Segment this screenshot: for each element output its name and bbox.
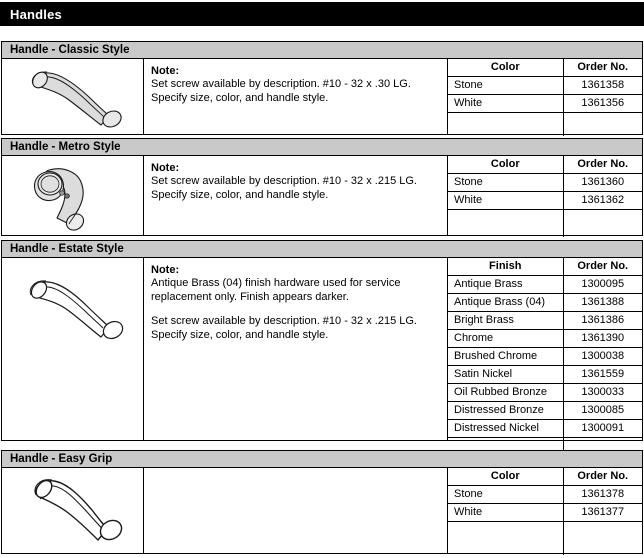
note-line-estate-4: Specify size, color, and handle style. [151,328,329,341]
table-row-empty [448,522,642,555]
cell-order-no: 1361388 [563,294,642,312]
table-row [448,402,642,420]
cell-order-no: 1361559 [563,366,642,384]
cell-order-no: 1361362 [563,192,642,210]
cell-empty [448,210,563,237]
table-row-empty [448,210,642,237]
cell-order-no: 1361378 [563,486,642,504]
column-header-order-no: Order No. [563,59,642,77]
table-row [448,384,642,402]
image-cell-metro [2,156,144,235]
cell-finish: Distressed Bronze [448,402,563,420]
cell-empty [448,522,563,555]
cell-empty [448,438,563,451]
note-label-estate: Note: [151,264,180,276]
table-row [448,486,642,504]
note-line-estate-2: replacement only. Finish appears darker. [151,290,349,303]
cell-order-no: 1361390 [563,330,642,348]
cell-order-no: 1300095 [563,276,642,294]
column-header-order-no: Order No. [563,258,642,276]
spec-table-estate [448,258,642,451]
cell-order-no: 1300038 [563,348,642,366]
section-body-metro [2,156,642,235]
section-body-estate [2,258,642,440]
note-line-estate-1: Antique Brass (04) finish hardware used for service [151,277,401,289]
cell-order-no: 1300085 [563,402,642,420]
table-row [448,294,642,312]
table-row [448,330,642,348]
section-title-classic: Handle - Classic Style [10,44,130,56]
section-handle-easy-grip [1,450,643,554]
cell-finish: Oil Rubbed Bronze [448,384,563,402]
column-header-order-no: Order No. [563,156,642,174]
table-header-row [448,468,642,486]
cell-color: Stone [448,486,563,504]
spec-table-cell-classic [448,59,642,134]
table-header-row [448,258,642,276]
cell-finish: Satin Nickel [448,366,563,384]
cell-empty [563,113,642,136]
note-line-metro-2: Specify size, color, and handle style. [151,188,329,201]
cell-empty [563,522,642,555]
spec-table-easy-grip [448,468,642,555]
note-line-classic-2: Specify size, color, and handle style. [151,91,329,104]
handle-estate-style-illustration [11,272,135,348]
cell-finish: Bright Brass [448,312,563,330]
table-row-empty [448,438,642,451]
cell-order-no: 1361358 [563,77,642,95]
cell-color: Stone [448,174,563,192]
table-row [448,366,642,384]
note-line-classic-1: Set screw available by description. #10 - 32 x .30 LG. [151,78,411,90]
cell-finish: Distressed Nickel [448,420,563,438]
cell-color: White [448,95,563,113]
table-row [448,77,642,95]
cell-empty [563,438,642,451]
handle-metro-style-illustration [13,160,133,232]
section-handle-metro-style [1,138,643,236]
spec-table-metro [448,156,642,237]
spec-table-cell-metro [448,156,642,235]
column-header-color: Color [448,59,563,77]
cell-order-no: 1300091 [563,420,642,438]
column-header-color: Color [448,156,563,174]
cell-order-no: 1300033 [563,384,642,402]
spec-table-cell-estate [448,258,642,440]
table-row [448,504,642,522]
handle-easy-grip-illustration [12,472,134,550]
table-row [448,174,642,192]
table-row [448,95,642,113]
cell-order-no: 1361377 [563,504,642,522]
spec-table-cell-easy-grip [448,468,642,553]
section-title-estate: Handle - Estate Style [10,243,124,255]
cell-color: White [448,504,563,522]
column-header-color: Color [448,468,563,486]
cell-finish: Brushed Chrome [448,348,563,366]
section-header-easy-grip [2,451,642,468]
table-row-empty [448,113,642,136]
cell-order-no: 1361356 [563,95,642,113]
note-line-estate-3: Set screw available by description. #10 - 32 x .215 LG. [151,315,417,327]
note-line-metro-1: Set screw available by description. #10 - 32 x .215 LG. [151,175,417,187]
table-row [448,348,642,366]
section-body-easy-grip [2,468,642,553]
section-title-easy-grip: Handle - Easy Grip [10,453,113,465]
cell-finish: Chrome [448,330,563,348]
section-handle-estate-style [1,240,643,441]
note-label-metro: Note: [151,162,180,174]
cell-finish: Antique Brass [448,276,563,294]
table-row [448,192,642,210]
cell-empty [563,210,642,237]
section-header-estate [2,241,642,258]
table-header-row [448,156,642,174]
section-handle-classic-style [1,41,643,135]
note-cell-estate [144,258,448,440]
table-row [448,312,642,330]
cell-order-no: 1361360 [563,174,642,192]
section-body-classic [2,59,642,134]
section-header-metro [2,139,642,156]
handle-classic-style-illustration [13,63,133,131]
column-header-finish: Finish [448,258,563,276]
cell-color: White [448,192,563,210]
section-header-classic [2,42,642,59]
note-cell-classic [144,59,448,134]
note-label-classic: Note: [151,65,180,77]
note-gap [151,304,439,315]
image-cell-estate [2,258,144,440]
page-title-bar [0,2,644,26]
table-header-row [448,59,642,77]
cell-color: Stone [448,77,563,95]
page-title: Handles [10,6,62,22]
note-cell-metro [144,156,448,235]
table-row [448,276,642,294]
table-row [448,420,642,438]
column-header-order-no: Order No. [563,468,642,486]
image-cell-easy-grip [2,468,144,553]
image-cell-classic [2,59,144,134]
cell-order-no: 1361386 [563,312,642,330]
note-cell-easy-grip [144,468,448,553]
section-title-metro: Handle - Metro Style [10,141,121,153]
cell-empty [448,113,563,136]
spec-table-classic [448,59,642,136]
cell-finish: Antique Brass (04) [448,294,563,312]
